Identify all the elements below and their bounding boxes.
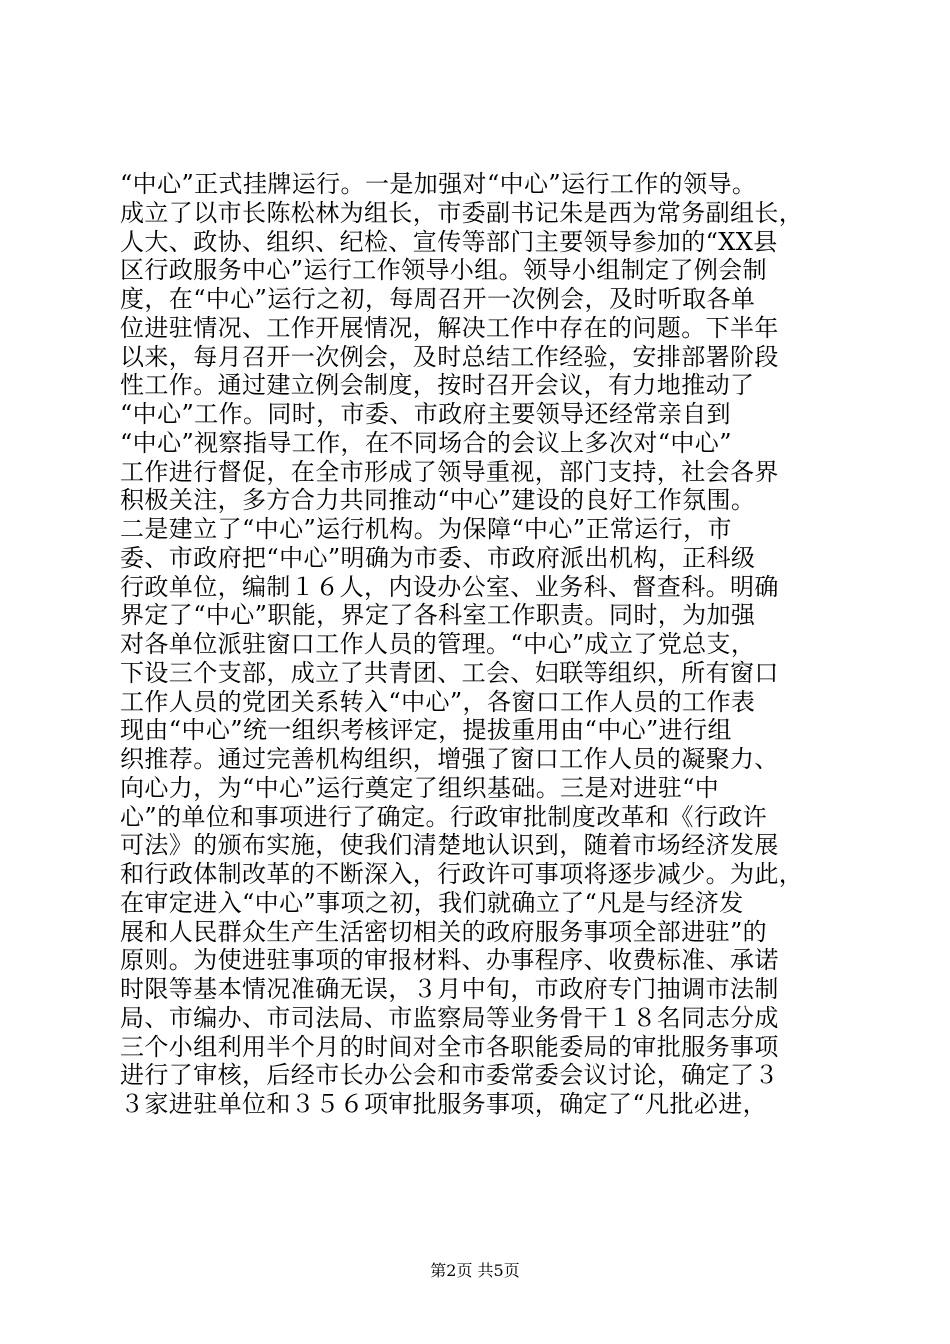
text-line: 度，在“中心”运行之初，每周召开一次例会，及时听取各单 [120,285,756,313]
text-line: 位进驻情况、工作开展情况，解决工作中存在的问题。下半年 [120,313,779,342]
text-line: “中心”工作。同时，市委、市政府主要领导还经常亲自到 [120,400,731,428]
text-line: 委、市政府把“中心”明确为市委、市政府派出机构，正科级 [120,543,756,572]
text-line: 织推荐。通过完善机构组织，增强了窗口工作人员的凝聚力、 [120,745,779,773]
text-line: 三个小组利用半个月的时间对全市各职能委局的审批服务事项 [120,1032,779,1061]
text-line: 成立了以市长陈松林为组长，市委副书记朱是西为常务副组长， [120,198,804,227]
text-line: 局、市编办、市司法局、市监察局等业务骨干１８名同志分成 [120,1003,779,1032]
text-line: 进行了审核，后经市长办公会和市委常委会议讨论，确定了３ [120,1061,779,1090]
text-line: 对各单位派驻窗口工作人员的管理。“中心”成立了党总支， [120,630,756,658]
text-line: 展和人民群众生产生活密切相关的政府服务事项全部进驻”的 [120,917,768,946]
text-line: 区行政服务中心”运行工作领导小组。领导小组制定了例会制 [120,256,768,285]
text-line: 和行政体制改革的不断深入，行政许可事项将逐步减少。为此， [120,860,804,888]
text-line: 性工作。通过建立例会制度，按时召开会议，有力地推动了 [120,371,755,400]
text-line: 界定了“中心”职能，界定了各科室工作职责。同时，为加强 [120,601,756,630]
text-line: 以来，每月召开一次例会，及时总结工作经验，安排部署阶段 [120,342,779,371]
text-line: 心”的单位和事项进行了确定。行政审批制度改革和《行政许 [120,802,768,831]
text-line: 人大、政协、组织、纪检、宣传等部门主要领导参加的“XX县 [120,227,778,256]
text-line: 工作人员的党团关系转入“中心”，各窗口工作人员的工作表 [120,687,756,716]
text-line: 在审定进入“中心”事项之初，我们就确立了“凡是与经济发 [120,888,744,917]
text-line: 时限等基本情况准确无误，３月中旬，市政府专门抽调市法制 [120,975,779,1003]
text-line: 向心力，为“中心”运行奠定了组织基础。三是对进驻“中 [120,773,720,802]
text-line: “中心”视察指导工作，在不同场合的会议上多次对“中心” [120,428,732,457]
body-text [120,170,840,1119]
page-footer: 第2页 共5页 [430,1261,520,1280]
text-line: 现由“中心”统一组织考核评定，提拔重用由“中心”进行组 [120,716,732,745]
text-line: 原则。为使进驻事项的审报材料、办事程序、收费标准、承诺 [120,946,779,975]
text-line: 可法》的颁布实施，使我们清楚地认识到，随着市场经济发展 [120,831,779,860]
text-line: 下设三个支部，成立了共青团、工会、妇联等组织，所有窗口 [120,658,779,687]
text-line: 积极关注，多方合力共同推动“中心”建设的良好工作氛围。 [120,486,756,515]
text-line: 工作进行督促，在全市形成了领导重视，部门支持，社会各界 [120,457,779,486]
text-line: ３家进驻单位和３５６项审批服务事项，确定了“凡批必进， [120,1090,768,1118]
text-line: 二是建立了“中心”运行机构。为保障“中心”正常运行，市 [120,515,732,543]
text-line: 行政单位，编制１６人，内设办公室、业务科、督查科。明确 [120,572,779,601]
text-line: “中心”正式挂牌运行。一是加强对“中心”运行工作的领导。 [120,170,757,198]
